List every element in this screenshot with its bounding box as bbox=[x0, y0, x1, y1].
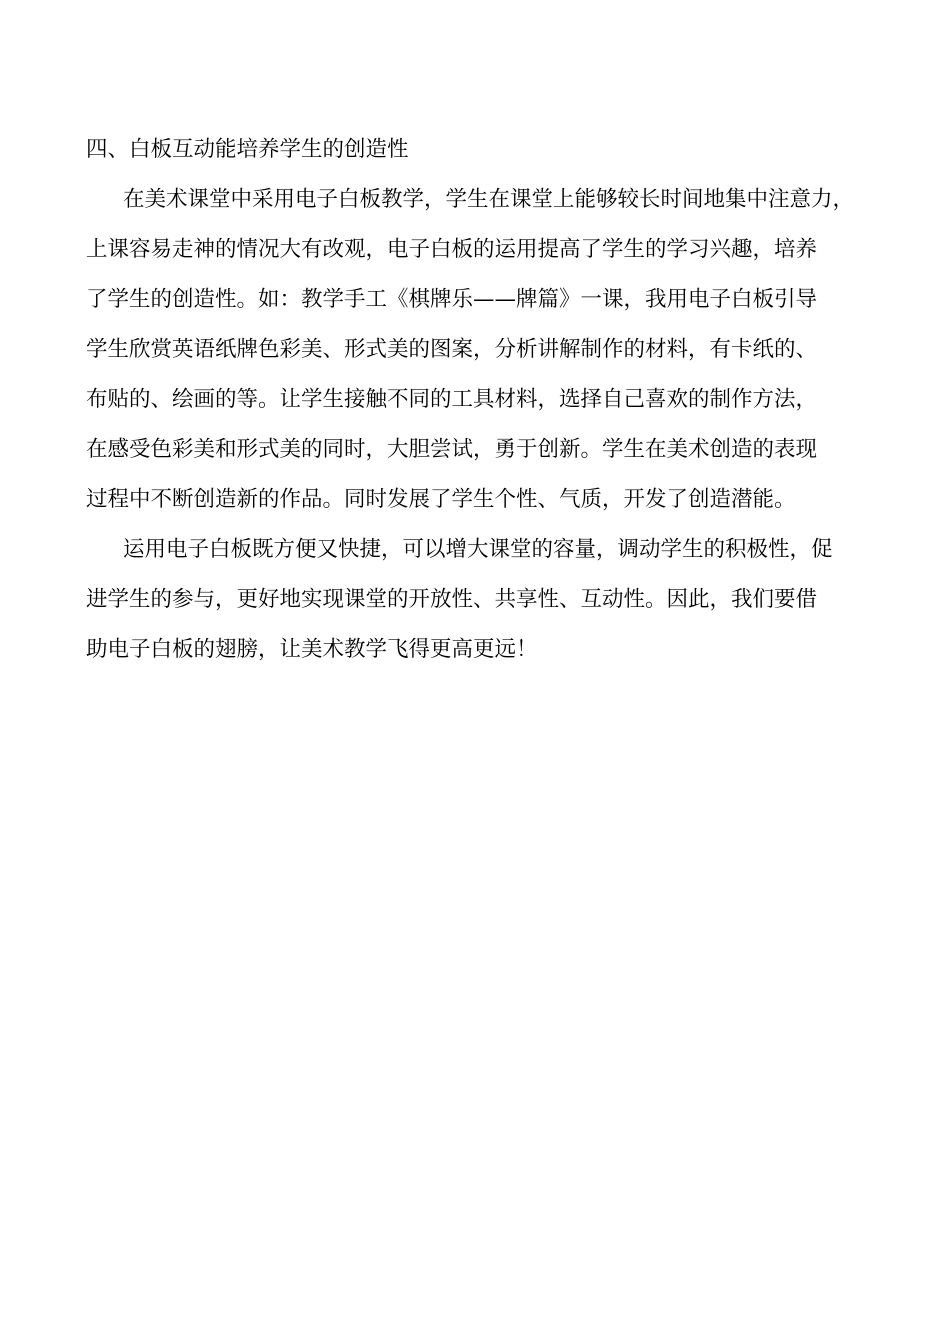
paragraph-line: 运用电子白板既方便又快捷，可以增大课堂的容量，调动学生的积极性，促 bbox=[123, 537, 833, 562]
paragraph-line: 过程中不断创造新的作品。同时发展了学生个性、气质，开发了创造潜能。 bbox=[86, 487, 796, 512]
paragraph-line: 上课容易走神的情况大有改观，电子白板的运用提高了学生的学习兴趣，培养 bbox=[86, 237, 818, 262]
paragraph-line: 学生欣赏英语纸牌色彩美、形式美的图案，分析讲解制作的材料，有卡纸的、 bbox=[86, 337, 818, 362]
paragraph-line: 进学生的参与，更好地实现课堂的开放性、共享性、互动性。因此，我们要借 bbox=[86, 587, 818, 612]
paragraph-line: 助电子白板的翅膀，让美术教学飞得更高更远！ bbox=[86, 637, 538, 662]
paragraph-line: 在感受色彩美和形式美的同时，大胆尝试，勇于创新。学生在美术创造的表现 bbox=[86, 437, 818, 462]
paragraph-line: 在美术课堂中采用电子白板教学，学生在课堂上能够较长时间地集中注意力， bbox=[123, 187, 855, 212]
document-body bbox=[86, 129, 886, 679]
paragraph-line: 布贴的、绘画的等。让学生接触不同的工具材料，选择自己喜欢的制作方法， bbox=[86, 387, 818, 412]
paragraph-1 bbox=[86, 179, 886, 529]
paragraph-2 bbox=[86, 529, 886, 679]
paragraph-line: 了学生的创造性。如：教学手工《棋牌乐——牌篇》一课，我用电子白板引导 bbox=[86, 287, 818, 312]
section-heading: 四、白板互动能培养学生的创造性 bbox=[86, 137, 409, 162]
